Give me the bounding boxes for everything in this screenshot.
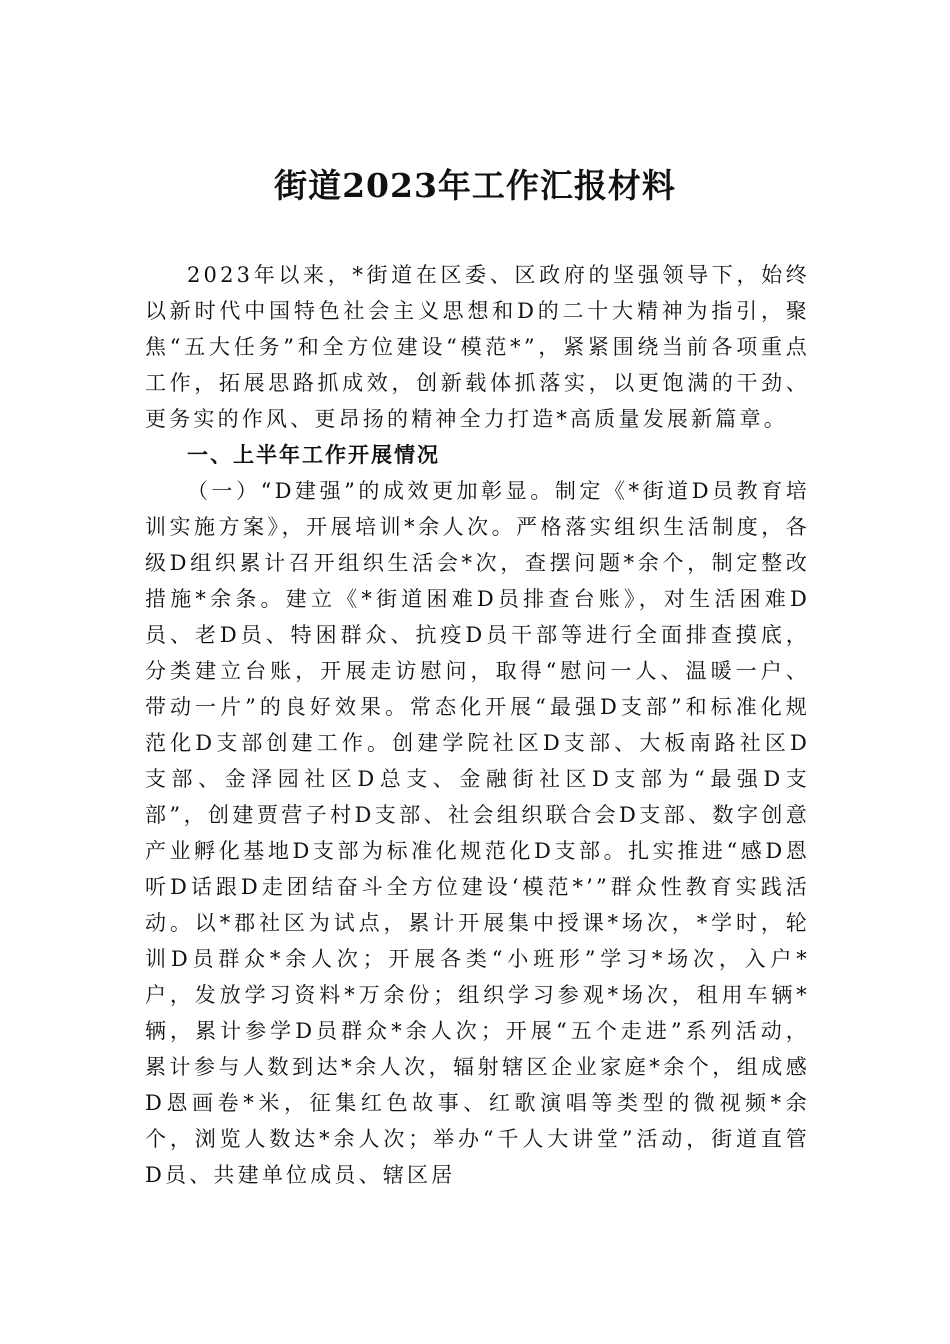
intro-paragraph: 2023年以来，*街道在区委、区政府的坚强领导下，始终以新时代中国特色社会主义思想和D的二十大精神为指引，聚焦“五大任务”和全方位建设“模范*”，紧紧围绕当前各项重点工作，拓展思路抓成效，创新载体抓落实，以更饱满的干劲、更务实的作风、更昂扬的精神全力打造*高质量发展新篇章。 (145, 263, 810, 431)
section-heading-1: 一、上半年工作开展情况 (187, 443, 440, 467)
document-body (145, 257, 810, 1193)
section1-paragraph-1: （一）“D建强”的成效更加彰显。制定《*街道D员教育培训实施方案》，开展培训*余人次。严格落实组织生活制度，各级D组织累计召开组织生活会*次，查摆问题*余个，制定整改措施*余条。建立《*街道困难D员排查台账》，对生活困难D员、老D员、特困群众、抗疫D员干部等进行全面排查摸底，分类建立台账，开展走访慰问，取得“慰问一人、温暖一户、带动一片”的良好效果。常态化开展“最强D支部”和标准化规范化D支部创建工作。创建学院社区D支部、大板南路社区D支部、金泽园社区D总支、金融街社区D支部为“最强D支部”，创建贾营子村D支部、社会组织联合会D支部、数字创意产业孵化基地D支部为标准化规范化D支部。扎实推进“感D恩听D话跟D走团结奋斗全方位建设‘模范*’”群众性教育实践活动。以*郡社区为试点，累计开展集中授课*场次，*学时，轮训D员群众*余人次；开展各类“小班形”学习*场次，入户*户，发放学习资料*万余份；组织学习参观*场次，租用车辆*辆，累计参学D员群众*余人次；开展“五个走进”系列活动，累计参与人数到达*余人次，辐射辖区企业家庭*余个，组成感D恩画卷*米，征集红色故事、红歌演唱等类型的微视频*余个，浏览人数达*余人次；举办“千人大讲堂”活动，街道直管D员、共建单位成员、辖区居 (145, 479, 810, 1187)
document-title: 街道2023年工作汇报材料 (274, 166, 676, 205)
